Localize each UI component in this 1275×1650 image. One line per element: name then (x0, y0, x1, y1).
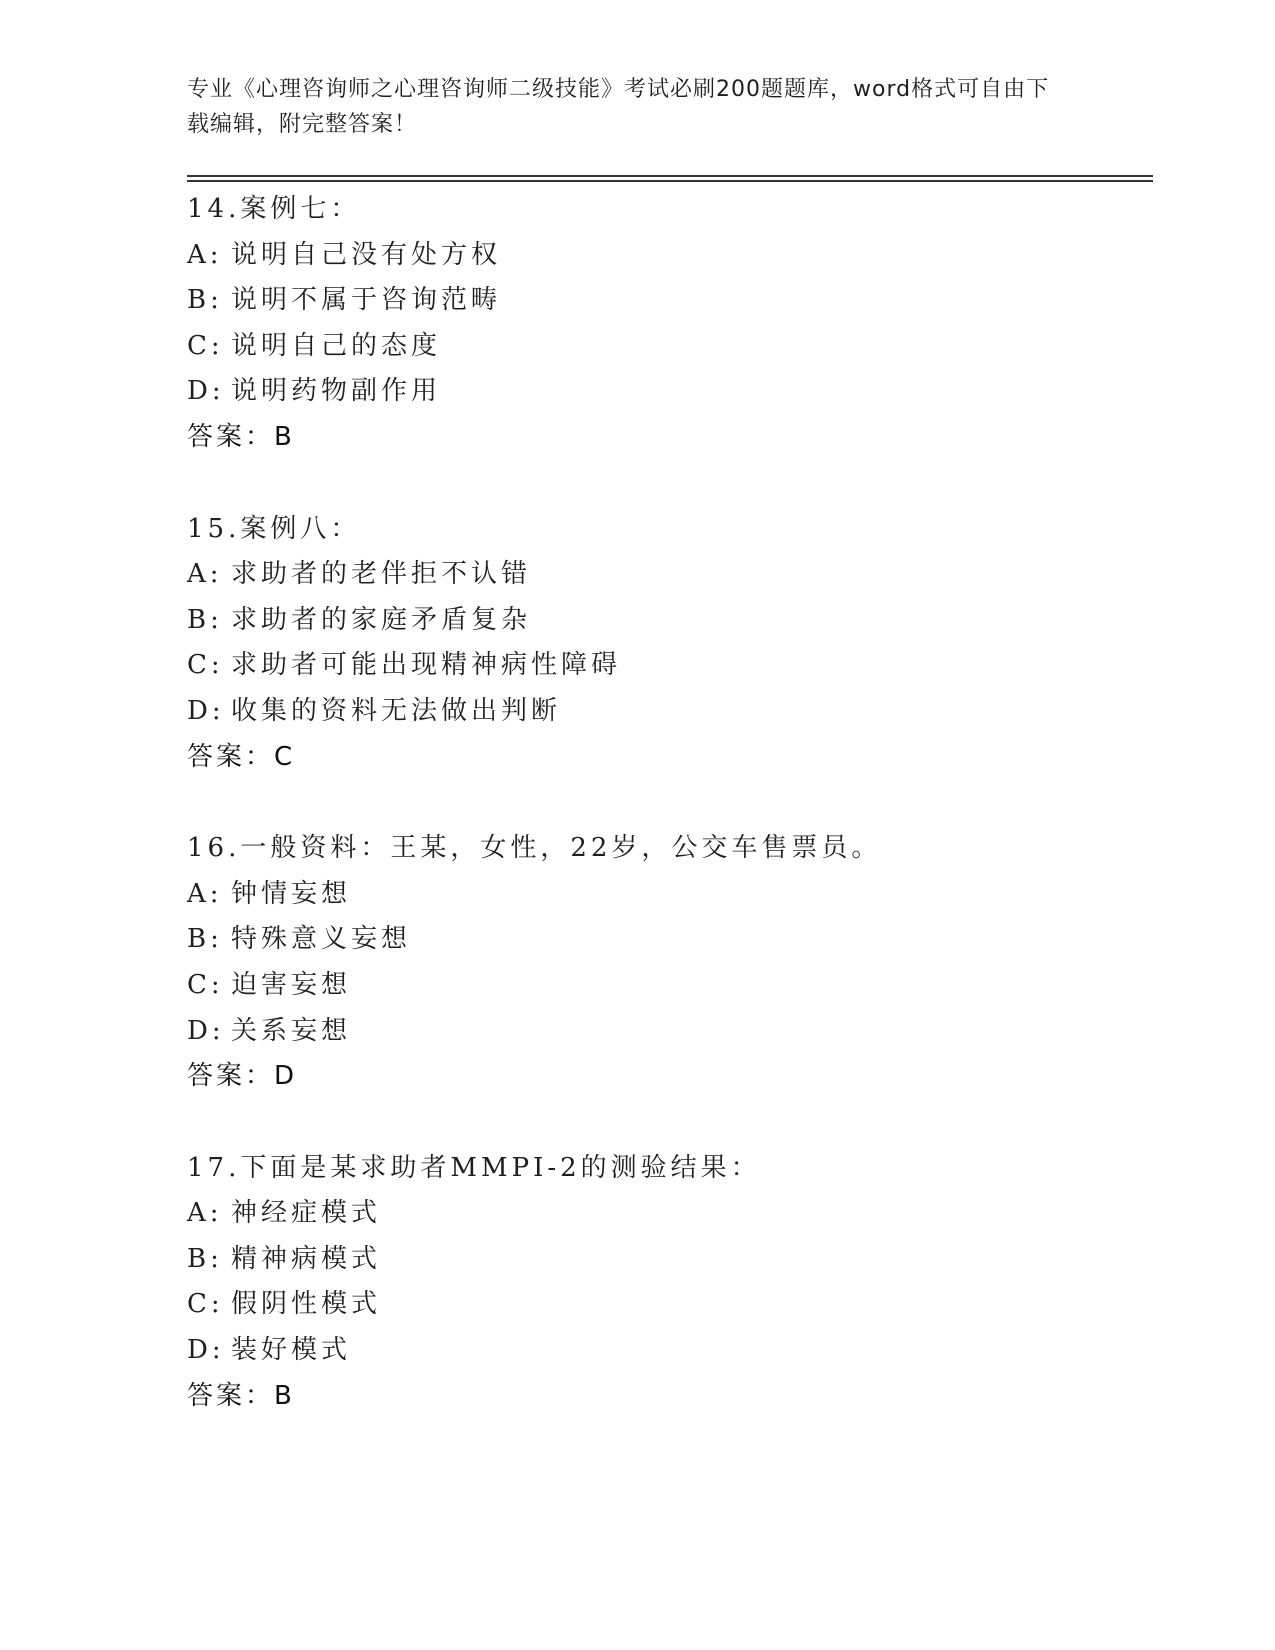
question-16 (187, 826, 1147, 1100)
option-letter: D: (187, 695, 225, 726)
option-letter: D: (187, 1335, 225, 1366)
question-stem: 16.一般资料：王某，女性，22岁，公交车售票员。 (187, 833, 882, 864)
option-c (187, 963, 1147, 1009)
option-letter: C: (187, 1289, 224, 1320)
option-letter: A: (187, 1198, 223, 1229)
option-d (187, 689, 1147, 735)
option-text: 神经症模式 (231, 1198, 382, 1229)
question-15 (187, 507, 1147, 781)
option-letter: A: (187, 239, 223, 270)
option-text: 说明自己没有处方权 (231, 239, 502, 270)
answer-line: 答案：D (187, 1061, 298, 1092)
option-a (187, 552, 1147, 598)
option-letter: B: (187, 924, 223, 955)
question-stem: 14.案例七： (187, 194, 361, 224)
answer-line: 答案：B (187, 421, 295, 452)
option-c (187, 1282, 1147, 1328)
option-b (187, 598, 1147, 644)
document-header: 专业《心理咨询师之心理咨询师二级技能》考试必刷200题题库，word格式可自由下载编辑，附完整答案！ (187, 77, 1050, 137)
option-text: 求助者的老伴拒不认错 (231, 559, 532, 590)
option-text: 假阴性模式 (231, 1289, 382, 1320)
option-text: 求助者可能出现精神病性障碍 (231, 650, 622, 681)
question-stem: 17.下面是某求助者MMPI-2的测验结果： (187, 1152, 761, 1183)
option-text: 说明自己的态度 (231, 330, 442, 361)
option-text: 说明药物副作用 (231, 376, 442, 407)
option-text: 关系妄想 (231, 1015, 352, 1046)
option-text: 求助者的家庭矛盾复杂 (231, 604, 532, 635)
option-d (187, 1009, 1147, 1055)
option-letter: C: (187, 650, 224, 681)
option-b (187, 917, 1147, 963)
option-b (187, 1237, 1147, 1283)
option-letter: B: (187, 604, 223, 635)
question-14 (187, 187, 1147, 461)
option-text: 装好模式 (231, 1335, 352, 1366)
question-stem: 15.案例八： (187, 513, 361, 544)
answer-line: 答案：C (187, 741, 296, 772)
option-letter: A: (187, 559, 223, 590)
question-list (187, 187, 1147, 1419)
option-a (187, 872, 1147, 918)
option-letter: C: (187, 969, 224, 1000)
option-text: 迫害妄想 (231, 969, 352, 1000)
header-divider-top (187, 175, 1153, 177)
option-c (187, 324, 1147, 370)
option-letter: B: (187, 285, 223, 316)
option-c (187, 643, 1147, 689)
option-letter: C: (187, 330, 224, 361)
option-text: 收集的资料无法做出判断 (231, 695, 562, 726)
option-letter: D: (187, 376, 225, 407)
option-a (187, 1191, 1147, 1237)
header-divider-bottom (187, 180, 1153, 182)
option-a (187, 233, 1147, 279)
option-text: 钟情妄想 (231, 878, 352, 909)
option-letter: B: (187, 1243, 223, 1274)
option-d (187, 369, 1147, 415)
option-text: 说明不属于咨询范畴 (231, 285, 502, 316)
option-letter: D: (187, 1015, 225, 1046)
question-17 (187, 1146, 1147, 1420)
option-b (187, 278, 1147, 324)
option-text: 特殊意义妄想 (231, 924, 412, 955)
option-text: 精神病模式 (231, 1243, 382, 1274)
option-letter: A: (187, 878, 223, 909)
answer-line: 答案：B (187, 1380, 295, 1411)
option-d (187, 1328, 1147, 1374)
